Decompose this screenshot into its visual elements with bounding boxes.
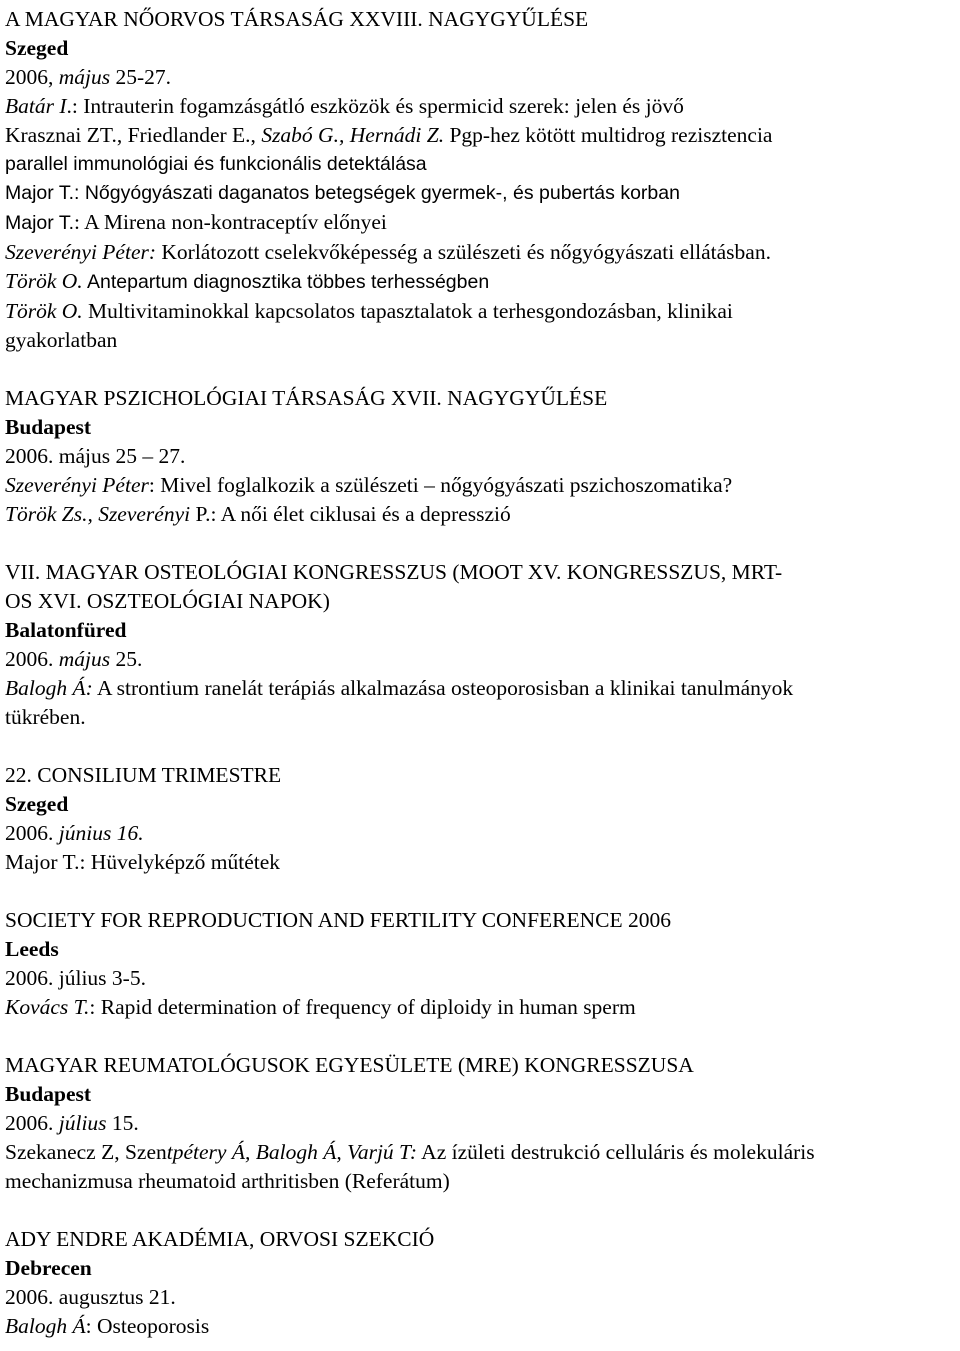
talk-entry — [5, 674, 957, 703]
section-spacer — [5, 355, 957, 384]
congress-title: ADY ENDRE AKADÉMIA, ORVOSI SZEKCIÓ — [5, 1227, 435, 1251]
congress-title: A MAGYAR NŐORVOS TÁRSASÁG XXVIII. NAGYGYŰLÉSE — [5, 7, 589, 31]
talk-title: A strontium ranelát terápiás alkalmazása osteoporosisban a klinikai tanulmányok — [92, 676, 794, 700]
section-spacer — [5, 877, 957, 906]
talk-author: Major T. — [5, 212, 74, 234]
congress-section — [5, 906, 957, 1022]
talk-author: Krasznai ZT., Friedlander E., — [5, 123, 262, 147]
talk-title-continued: parallel immunológiai és funkcionális detektálása — [5, 153, 427, 175]
congress-section — [5, 5, 957, 355]
talk-title: P.: A női élet ciklusai és a depresszió — [195, 502, 511, 526]
talk-author: Major T. — [5, 182, 74, 204]
congress-city: Debrecen — [5, 1256, 92, 1280]
talk-title: : Nőgyógyászati daganatos betegségek gyermek-, és pubertás korban — [74, 182, 680, 204]
talk-entry — [5, 1312, 957, 1341]
congress-section — [5, 558, 957, 732]
section-spacer — [5, 1022, 957, 1051]
talk-entry — [5, 500, 957, 529]
section-spacer — [5, 529, 957, 558]
congress-section — [5, 761, 957, 877]
congress-section — [5, 384, 957, 529]
congress-city: Szeged — [5, 36, 69, 60]
congress-date: 2006. augusztus 21. — [5, 1285, 176, 1309]
congress-date: 2006. május 25 – 27. — [5, 444, 186, 468]
talk-author: Batár I — [5, 94, 67, 118]
talk-title: .: Intrauterin fogamzásgátló eszközök és spermicid szerek: jelen és jövő — [66, 94, 684, 118]
section-spacer — [5, 1196, 957, 1225]
talk-entry — [5, 92, 957, 121]
talk-author: Major T. — [5, 850, 80, 874]
talk-title: Pgp-hez kötött multidrog rezisztencia — [444, 123, 773, 147]
talk-title: : Mivel foglalkozik a szülészeti – nőgyógyászati pszichoszomatika? — [148, 473, 733, 497]
talk-entry — [5, 238, 957, 267]
congress-title-continued: OS XVI. OSZTEOLÓGIAI NAPOK) — [5, 589, 330, 613]
congress-date: 2006, május 25-27. — [5, 65, 172, 89]
talk-title: Az ízületi destrukció celluláris és molekuláris — [416, 1140, 815, 1164]
congress-city: Szeged — [5, 792, 69, 816]
talk-author: Balogh Á: — [5, 676, 93, 700]
talk-entry — [5, 208, 957, 238]
talk-title: : Hüvelyképző műtétek — [79, 850, 281, 874]
talk-author: tpétery Á, Balogh Á, Varjú T: — [166, 1140, 417, 1164]
congress-city: Leeds — [5, 937, 59, 961]
talk-title: : Osteoporosis — [85, 1314, 210, 1338]
congress-date: 2006. május 25. — [5, 647, 143, 671]
congress-city: Budapest — [5, 1082, 92, 1106]
congress-date: 2006. július 3-5. — [5, 966, 146, 990]
talk-title: : Rapid determination of frequency of diploidy in human sperm — [89, 995, 636, 1019]
congress-city: Budapest — [5, 415, 92, 439]
document-page — [5, 5, 957, 1341]
talk-title-continued: tükrében. — [5, 705, 86, 729]
talk-title: : A Mirena non-kontraceptív előnyei — [74, 210, 387, 234]
talk-author: Kovács T. — [5, 995, 90, 1019]
talk-entry — [5, 993, 957, 1022]
congress-date: 2006. június 16. — [5, 821, 144, 845]
talk-author: Török O. — [5, 299, 83, 323]
talk-author: Balogh Á — [5, 1314, 86, 1338]
congress-section — [5, 1225, 957, 1341]
talk-author: Szekanecz Z, Szen — [5, 1140, 167, 1164]
talk-entry — [5, 179, 957, 208]
congress-section — [5, 1051, 957, 1196]
talk-entry — [5, 121, 957, 150]
congress-city: Balatonfüred — [5, 618, 127, 642]
talk-author: Török O. — [5, 269, 83, 293]
talk-author: Szabó G., Hernádi Z. — [261, 123, 445, 147]
talk-title: Korlátozott cselekvőképesség a szülészeti és nőgyógyászati ellátásban. — [156, 240, 771, 264]
talk-author: Török Zs., Szeverényi — [5, 502, 196, 526]
congress-title: MAGYAR PSZICHOLÓGIAI TÁRSASÁG XVII. NAGYGYŰLÉSE — [5, 386, 608, 410]
congress-title: VII. MAGYAR OSTEOLÓGIAI KONGRESSZUS (MOOT XV. KONGRESSZUS, MRT- — [5, 560, 783, 584]
talk-entry — [5, 297, 957, 326]
congress-date: 2006. július 15. — [5, 1111, 139, 1135]
congress-title: SOCIETY FOR REPRODUCTION AND FERTILITY CONFERENCE 2006 — [5, 908, 672, 932]
talk-entry — [5, 848, 957, 877]
talk-author: Szeverényi Péter: — [5, 240, 157, 264]
talk-entry — [5, 1138, 957, 1167]
talk-entry — [5, 267, 957, 297]
congress-title: MAGYAR REUMATOLÓGUSOK EGYESÜLETE (MRE) KONGRESSZUSA — [5, 1053, 694, 1077]
talk-entry — [5, 471, 957, 500]
section-spacer — [5, 732, 957, 761]
talk-title-continued: gyakorlatban — [5, 328, 118, 352]
talk-title: Antepartum diagnosztika többes terhességben — [82, 271, 490, 293]
talk-author: Szeverényi Péter — [5, 473, 149, 497]
talk-title-continued: mechanizmusa rheumatoid arthritisben (Referátum) — [5, 1169, 450, 1193]
talk-title: Multivitaminokkal kapcsolatos tapasztalatok a terhesgondozásban, klinikai — [82, 299, 733, 323]
congress-title: 22. CONSILIUM TRIMESTRE — [5, 763, 282, 787]
